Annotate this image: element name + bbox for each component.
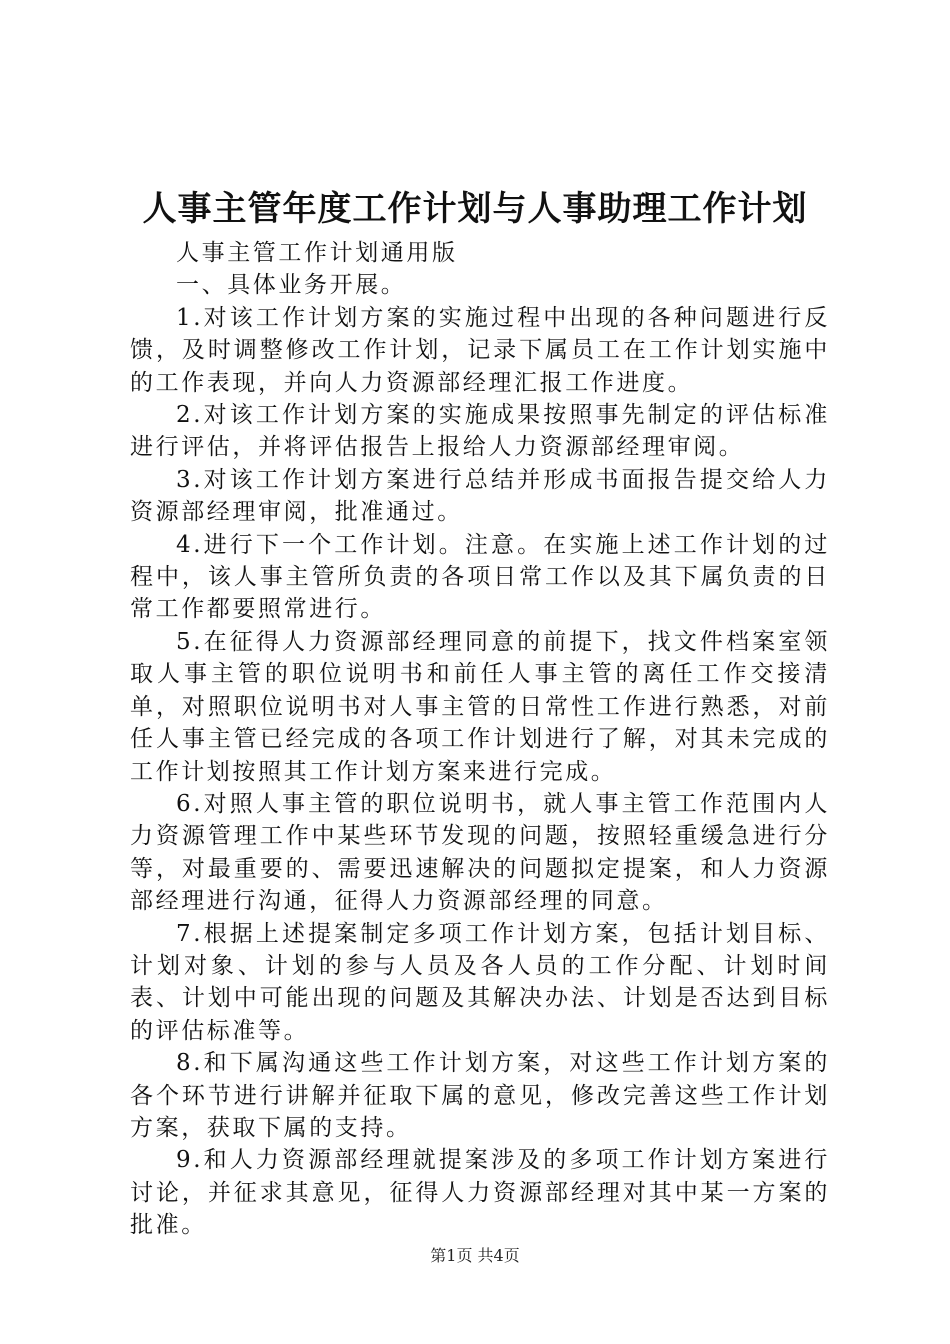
paragraph-subtitle: 人事主管工作计划通用版 [176,240,458,266]
paragraph-item-2: 2.对该工作计划方案的实施成果按照事先制定的评估标准进行评估，并将评估报告上报给人力资源部经理审阅。 [130,402,830,461]
paragraph-item-6: 6.对照人事主管的职位说明书，就人事主管工作范围内人力资源管理工作中某些环节发现的问题，按照轻重缓急进行分等，对最重要的、需要迅速解决的问题拟定提案，和人力资源部经理进行沟通，征得人力资源部经理的同意。 [130,790,830,915]
paragraph-item-4: 4.进行下一个工作计划。注意。在实施上述工作计划的过程中，该人事主管所负责的各项日常工作以及其下属负责的日常工作都要照常进行。 [130,531,830,623]
paragraph-item-1: 1.对该工作计划方案的实施过程中出现的各种问题进行反馈，及时调整修改工作计划，记录下属员工在工作计划实施中的工作表现，并向人力资源部经理汇报工作进度。 [130,304,830,396]
document-body [130,237,830,1242]
paragraph-item-8: 8.和下属沟通这些工作计划方案，对这些工作计划方案的各个环节进行讲解并征取下属的意见，修改完善这些工作计划方案，获取下属的支持。 [130,1050,830,1141]
paragraph-item-7: 7.根据上述提案制定多项工作计划方案，包括计划目标、计划对象、计划的参与人员及各人员的工作分配、计划时间表、计划中可能出现的问题及其解决办法、计划是否达到目标的评估标准等。 [130,920,830,1044]
paragraph-item-9: 9.和人力资源部经理就提案涉及的多项工作计划方案进行讨论，并征求其意见，征得人力资源部经理对其中某一方案的批准。 [130,1147,830,1239]
paragraph-section-heading: 一、具体业务开展。 [176,272,407,299]
document-title: 人事主管年度工作计划与人事助理工作计划 [142,189,808,229]
paragraph-item-5: 5.在征得人力资源部经理同意的前提下，找文件档案室领取人事主管的职位说明书和前任人事主管的离任工作交接清单，对照职位说明书对人事主管的日常性工作进行熟悉，对前任人事主管已经完成的各项工作计划进行了解，对其未完成的工作计划按照其工作计划方案来进行完成。 [130,628,830,785]
paragraph-item-3: 3.对该工作计划方案进行总结并形成书面报告提交给人力资源部经理审阅，批准通过。 [130,466,830,526]
page-number-footer: 第1页 共4页 [430,1246,520,1265]
